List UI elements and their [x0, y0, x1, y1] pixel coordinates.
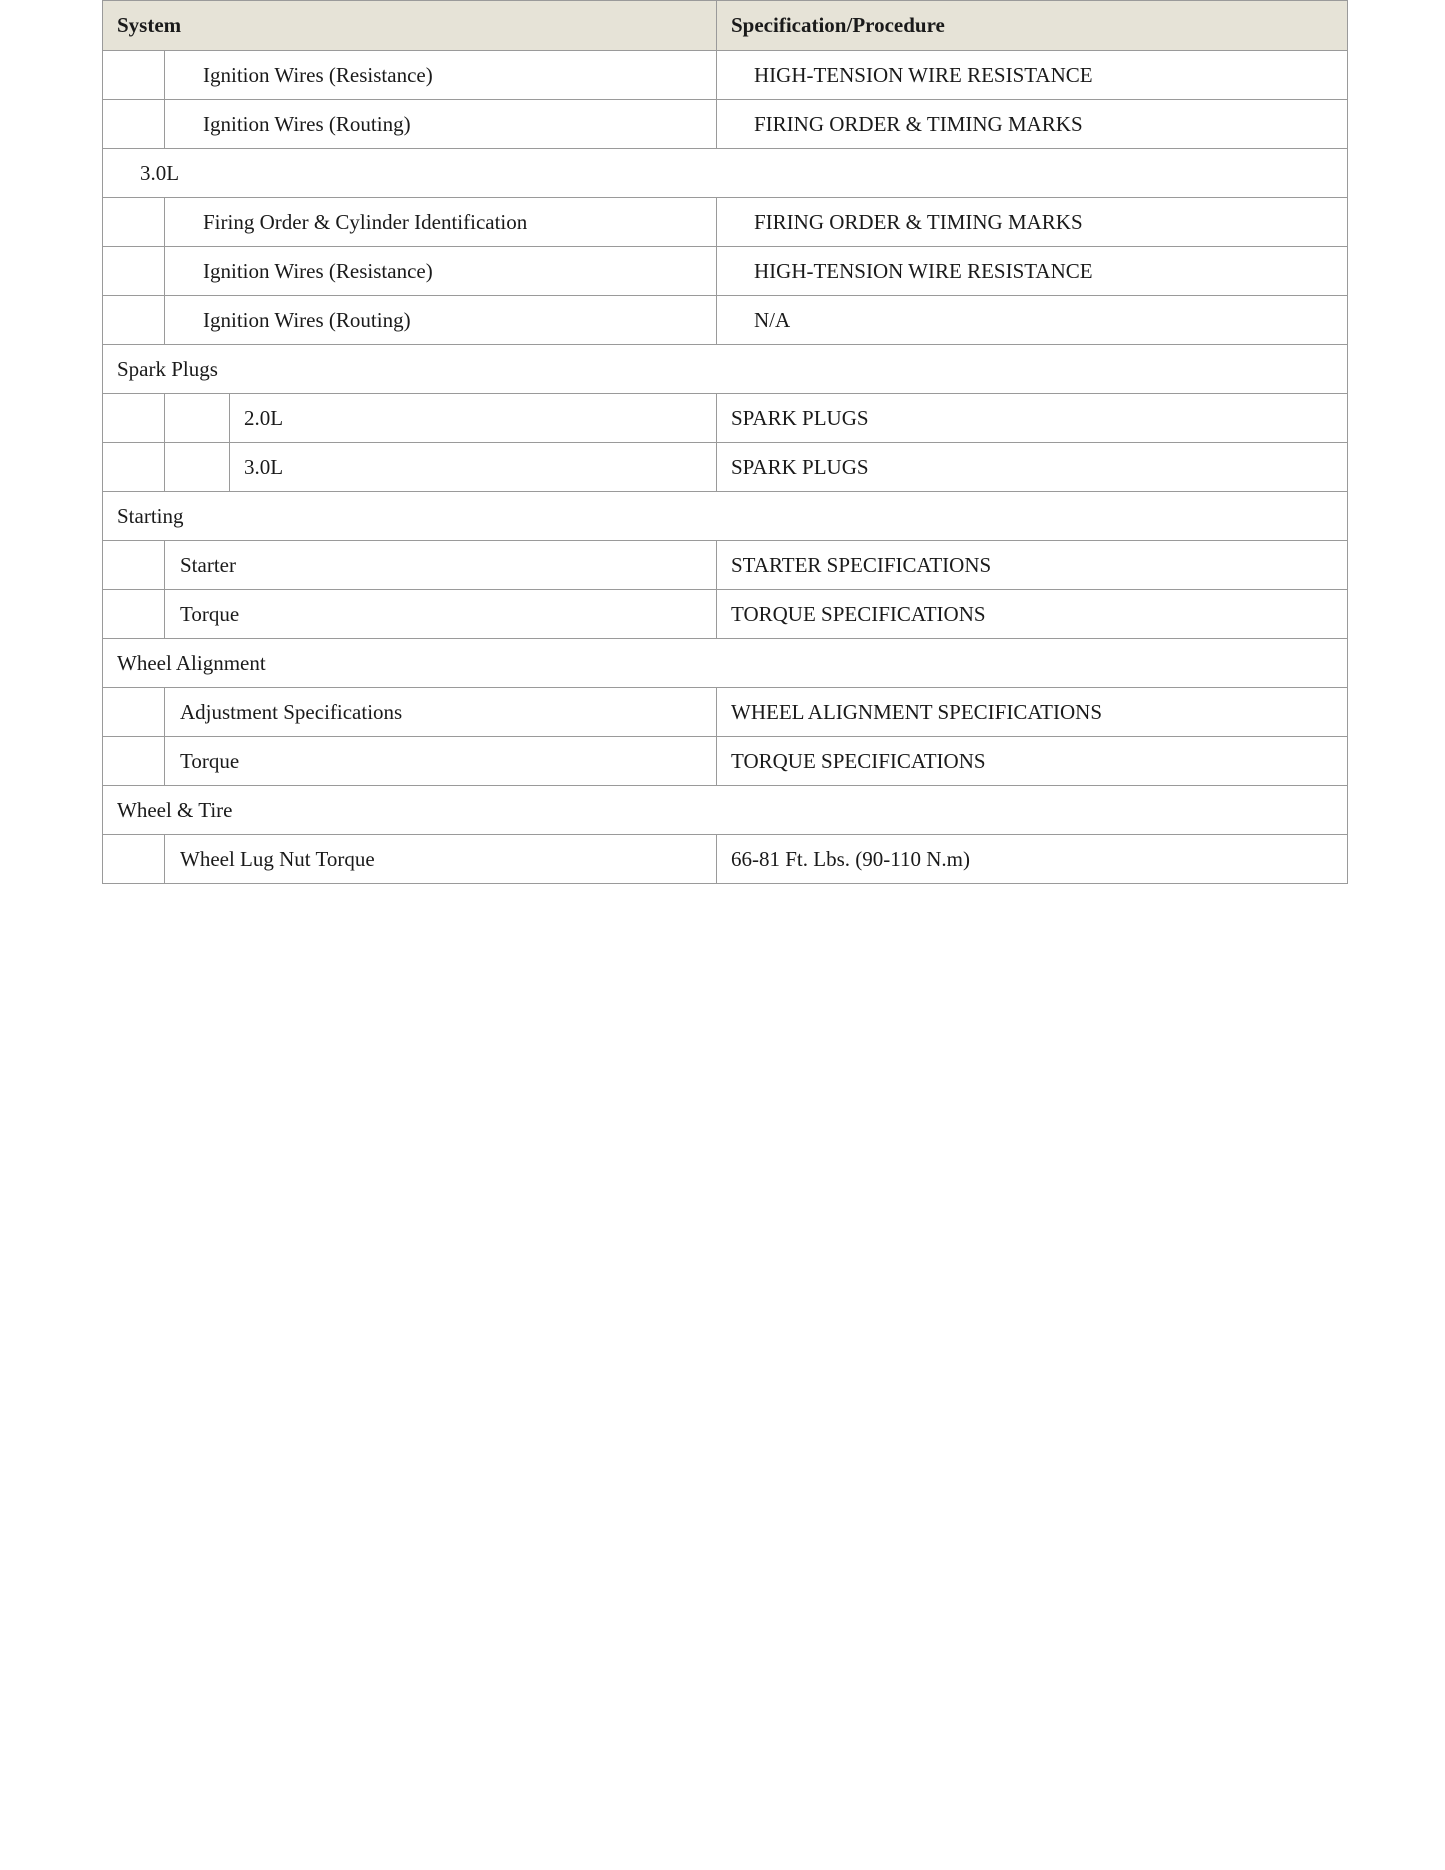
indent-cell: [103, 835, 165, 884]
group-row: [103, 492, 1348, 541]
group-row: [103, 639, 1348, 688]
group-row: [103, 786, 1348, 835]
table-row: [103, 737, 1348, 786]
system-cell: Ignition Wires (Resistance): [165, 247, 717, 296]
system-cell: Starter: [165, 541, 717, 590]
table-row: [103, 198, 1348, 247]
indent-cell: [103, 51, 165, 100]
indent-cell: [103, 198, 165, 247]
indent-cell: [103, 443, 165, 492]
system-cell: Ignition Wires (Routing): [165, 100, 717, 149]
table-row: [103, 247, 1348, 296]
spec-cell: HIGH-TENSION WIRE RESISTANCE: [717, 247, 1348, 296]
table-row: [103, 443, 1348, 492]
system-cell: Wheel Lug Nut Torque: [165, 835, 717, 884]
header-specification: Specification/Procedure: [717, 1, 1348, 51]
indent-cell: [103, 541, 165, 590]
spec-cell: FIRING ORDER & TIMING MARKS: [717, 198, 1348, 247]
header-system: System: [103, 1, 717, 51]
indent-cell: [165, 443, 230, 492]
table-row: [103, 100, 1348, 149]
system-cell: Ignition Wires (Routing): [165, 296, 717, 345]
spec-cell: SPARK PLUGS: [717, 443, 1348, 492]
spec-cell: TORQUE SPECIFICATIONS: [717, 590, 1348, 639]
table-row: [103, 590, 1348, 639]
table-row: [103, 541, 1348, 590]
specifications-table: [102, 0, 1348, 884]
spec-cell: HIGH-TENSION WIRE RESISTANCE: [717, 51, 1348, 100]
spec-cell: WHEEL ALIGNMENT SPECIFICATIONS: [717, 688, 1348, 737]
indent-cell: [103, 737, 165, 786]
spec-cell: FIRING ORDER & TIMING MARKS: [717, 100, 1348, 149]
spec-cell: SPARK PLUGS: [717, 394, 1348, 443]
spec-cell: TORQUE SPECIFICATIONS: [717, 737, 1348, 786]
system-cell: Torque: [165, 737, 717, 786]
spec-cell: STARTER SPECIFICATIONS: [717, 541, 1348, 590]
indent-cell: [103, 394, 165, 443]
system-cell: Torque: [165, 590, 717, 639]
indent-cell: [103, 100, 165, 149]
system-cell: 3.0L: [230, 443, 717, 492]
table-row: [103, 688, 1348, 737]
group-row: [103, 149, 1348, 198]
table-header-row: [103, 1, 1348, 51]
table-row: [103, 51, 1348, 100]
indent-cell: [103, 688, 165, 737]
group-row: [103, 345, 1348, 394]
indent-cell: [103, 590, 165, 639]
indent-cell: [165, 394, 230, 443]
system-cell: Adjustment Specifications: [165, 688, 717, 737]
group-label: Starting: [103, 492, 1348, 541]
group-label: Wheel & Tire: [103, 786, 1348, 835]
spec-cell: N/A: [717, 296, 1348, 345]
system-cell: Ignition Wires (Resistance): [165, 51, 717, 100]
group-label: 3.0L: [103, 149, 1348, 198]
system-cell: Firing Order & Cylinder Identification: [165, 198, 717, 247]
table-row: [103, 394, 1348, 443]
table-row: [103, 296, 1348, 345]
indent-cell: [103, 296, 165, 345]
group-label: Wheel Alignment: [103, 639, 1348, 688]
table-row: [103, 835, 1348, 884]
spec-cell: 66-81 Ft. Lbs. (90-110 N.m): [717, 835, 1348, 884]
group-label: Spark Plugs: [103, 345, 1348, 394]
system-cell: 2.0L: [230, 394, 717, 443]
indent-cell: [103, 247, 165, 296]
